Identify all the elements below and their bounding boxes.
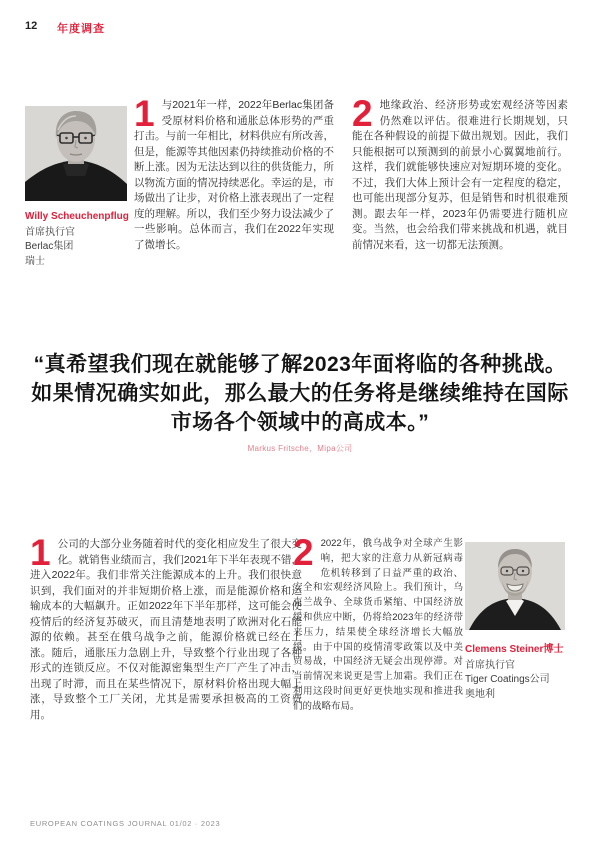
profile-company: Berlac集团 [25, 241, 74, 252]
page-number: 12 [25, 20, 38, 32]
profile-name: Clemens Steiner博士 [465, 644, 564, 655]
answer-paragraph [293, 532, 463, 715]
journal-footer: EUROPEAN COATINGS JOURNAL 01/02 · 2023 [30, 819, 221, 828]
answer-paragraph [30, 532, 302, 723]
answer-number: 2 [352, 93, 373, 134]
answer-number: 1 [30, 532, 51, 573]
pull-quote-attribution: Markus Fritsche，Mipa公司 [247, 444, 353, 453]
profile-country: 奥地利 [465, 688, 495, 700]
answer-number: 1 [134, 93, 155, 134]
portrait-man-smiling-icon [465, 542, 565, 630]
section-title: 年度调查 [57, 23, 105, 35]
answer-text: 公司的大部分业务随着时代的变化相应发生了很大变化。就销售业绩而言，我们2021年下半年表现不错，进入2022年。我们非常关注能源成本的上升。我们很快意识到，我们面对的并非短期价格上涨，而是能源价格和运输成本的大幅飙升。正如2022年下半年那样，这可能会使疫情后的经济复苏破灭，而且清楚地表明了欧洲对化石能源的依赖。甚至在俄乌战争之前，能源价格就已经在上涨。随后，通胀压力急剧上升，导致整个行业出现了各种形式的连锁反应。不仅对能源密集型生产厂产生了冲击，出现了时滞，而且在某些情况下，原材料价格出现大幅上涨，导致整个工厂关闭，尤其是需要承担极高的工资费用。 [30, 538, 302, 721]
portrait-man-glasses-icon [25, 106, 127, 201]
profile-caption-top [25, 210, 135, 269]
portrait-photo-clemens [465, 542, 565, 630]
profile-caption-bottom [465, 643, 585, 702]
pull-quote-text: “真希望我们现在就能够了解2023年面将临的各种挑战。如果情况确实如此，那么最大的任务将是继续维持在国际市场各个领域中的高成本。” [31, 353, 569, 434]
profile-title: 首席执行官 [465, 659, 515, 671]
portrait-photo-willy [25, 106, 127, 201]
profile-country: 瑞士 [25, 255, 45, 267]
answer-paragraph [134, 93, 334, 253]
answer-number: 2 [293, 532, 314, 573]
profile-title: 首席执行官 [25, 226, 75, 238]
answer-text: 与2021年一样，2022年Berlac集团备受原材料价格和通胀总体形势的严重打击。与前一年相比，材料供应有所改善，但是，能源等其他因素仍持续推动价格的不断上涨。因为无法达到以往的供货能力，所以物流方面的情况持续恶化。幸运的是，市场做出了让步，对价格上涨表现出了一定程度的理解。所以，我们至少努力设法减少了一些影响。总体而言，我们在2022年实现了微增长。 [134, 99, 334, 251]
answer-text: 地缘政治、经济形势或宏观经济等因素仍然难以评估。很难进行长期规划，只能在各种假设的前提下做出规划。因此，我们只能根据可以预测到的前景小心翼翼地前行。这样，我们就能够快速应对短期环境的变化。不过，我们大体上预计会有一定程度的稳定，也可能出现部分复苏，但是销售和时机很难预测。跟去年一样，2023年仍需要进行随机应变。当然，也会给我们带来挑战和机遇，就目前情况来看，这一切都无法预测。 [352, 99, 568, 251]
answer-text: 2022年，俄乌战争对全球产生影响，把大家的注意力从新冠病毒危机转移到了日益严重的政治、安全和宏观经济风险上。我们预计，乌克兰战争、全球货币紧缩、中国经济放缓和供应中断，仍将给2023年的经济带来压力，结果使全球经济增长大幅放缓。由于中国的疫情清零政策以及中美贸易战，中国经济无疑会出现停滞。对当前情况来说更是雪上加霜。我们正在利用这段时间更好更快地实现和推进我们的战略布局。 [293, 538, 463, 712]
profile-company: Tiger Coatings公司 [465, 674, 550, 685]
profile-name: Willy Scheuchenpflug [25, 211, 129, 222]
answer-paragraph [352, 93, 568, 253]
pull-quote [30, 350, 570, 454]
